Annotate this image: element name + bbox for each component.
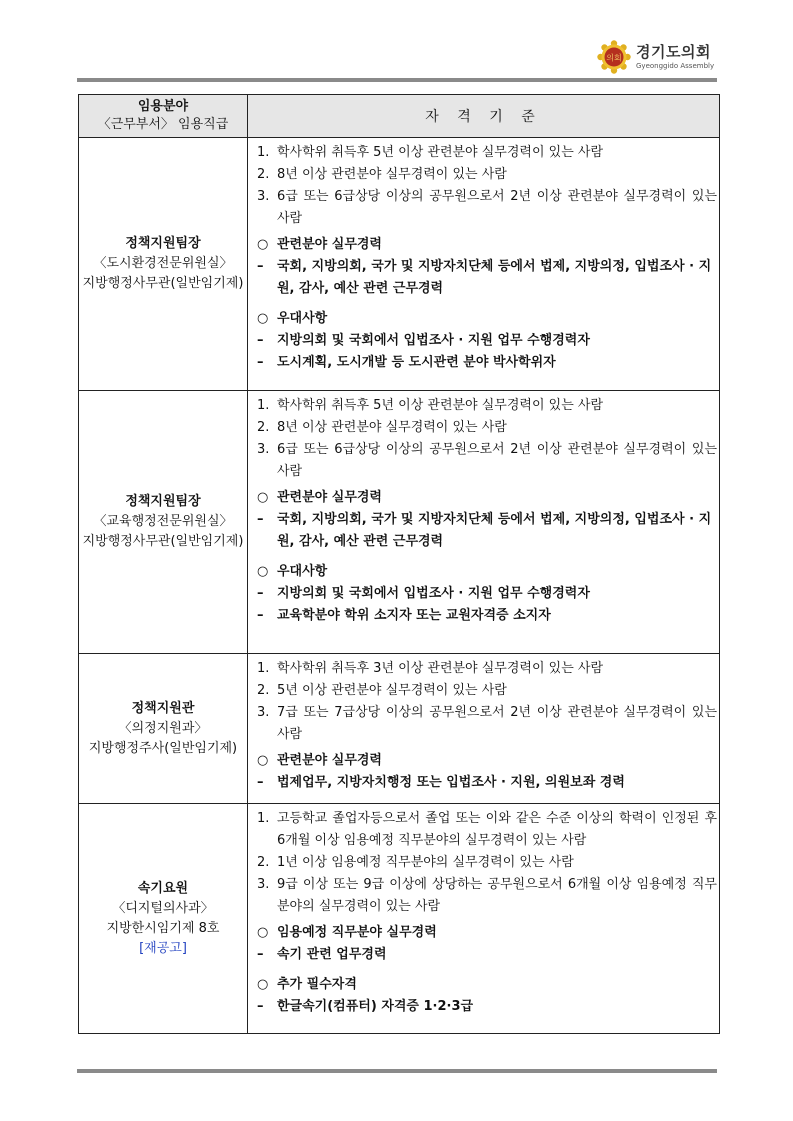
role-cell (79, 138, 248, 391)
brand-english: Gyeonggido Assembly (636, 62, 715, 70)
requirement-number: 2. (257, 420, 270, 435)
dash-bullet-icon: – (257, 259, 264, 274)
criteria-detail-item (257, 605, 717, 627)
dash-bullet-icon: – (257, 586, 264, 601)
requirement-text: 고등학교 졸업자등으로서 졸업 또는 이와 같은 수준 이상의 학력이 인정된 후 6개월 이상 임용예정 직무분야의 실무경력이 있는 사람 (277, 811, 717, 848)
section-title: 우대사항 (277, 311, 328, 326)
requirement-item (257, 874, 717, 918)
requirement-text: 학사학위 취득후 3년 이상 관련분야 실무경력이 있는 사람 (277, 661, 604, 676)
brand-korean: 경기도의회 (636, 43, 711, 61)
requirement-text: 학사학위 취득후 5년 이상 관련분야 실무경력이 있는 사람 (277, 145, 604, 160)
criteria-detail-item (257, 944, 717, 966)
role-department: 〈디지털의사과〉 (112, 900, 214, 916)
circle-bullet-icon: ○ (257, 925, 269, 940)
criteria-detail-item (257, 256, 717, 300)
requirement-item (257, 164, 717, 186)
detail-text: 도시계획, 도시개발 등 도시관련 분야 박사학위자 (277, 355, 556, 370)
role-grade: 지방행정사무관(일반임기제) (82, 534, 244, 549)
header-rule (77, 78, 717, 82)
section-spacer (257, 300, 717, 304)
role-grade: 지방행정사무관(일반임기제) (82, 276, 244, 291)
requirement-number: 3. (257, 877, 270, 892)
dash-bullet-icon: – (257, 947, 264, 962)
requirement-number: 2. (257, 167, 270, 182)
role-department: 〈의정지원과〉 (118, 720, 208, 736)
detail-text: 교육학분야 학위 소지자 또는 교원자격증 소지자 (277, 608, 551, 623)
criteria-detail-item (257, 509, 717, 553)
dash-bullet-icon: – (257, 999, 264, 1014)
table-row (79, 654, 720, 804)
role-grade: 지방행정주사(일반임기제) (88, 740, 238, 756)
requirement-item (257, 658, 717, 680)
section-spacer (257, 966, 717, 970)
section-title: 관련분야 실무경력 (277, 237, 382, 252)
requirement-item (257, 808, 717, 852)
dash-bullet-icon: – (257, 512, 264, 527)
assembly-emblem-icon (597, 40, 631, 74)
column-header-field (79, 95, 248, 138)
dash-bullet-icon: – (257, 608, 264, 623)
requirement-text: 5년 이상 관련분야 실무경력이 있는 사람 (277, 683, 507, 698)
role-name: 정책지원팀장 (125, 494, 201, 509)
circle-bullet-icon: ○ (257, 311, 269, 326)
section-title: 추가 필수자격 (277, 977, 357, 992)
requirement-item (257, 702, 717, 746)
requirement-number: 3. (257, 189, 270, 204)
criteria-detail-item (257, 330, 717, 352)
requirement-item (257, 186, 717, 230)
requirement-text: 7급 또는 7급상당 이상의 공무원으로서 2년 이상 관련분야 실무경력이 있는 사람 (277, 705, 717, 742)
column-header-field-title: 임용분야 (137, 99, 189, 114)
criteria-cell (248, 138, 720, 391)
dash-bullet-icon: – (257, 333, 264, 348)
emblem-text: 의회 (606, 53, 622, 63)
requirement-item (257, 142, 717, 164)
requirement-text: 9급 이상 또는 9급 이상에 상당하는 공무원으로서 6개월 이상 임용예정 직무분야의 실무경력이 있는 사람 (277, 877, 717, 914)
requirement-number: 1. (257, 811, 270, 826)
detail-text: 지방의회 및 국회에서 입법조사 · 지원 업무 수행경력자 (277, 333, 590, 348)
criteria-section-heading (257, 561, 717, 583)
qualification-table (78, 94, 720, 1034)
table-header-row (79, 95, 720, 138)
criteria-cell (248, 391, 720, 654)
role-name: 속기요원 (137, 880, 189, 896)
requirement-text: 6급 또는 6급상당 이상의 공무원으로서 2년 이상 관련분야 실무경력이 있는 사람 (277, 189, 717, 226)
requirement-number: 1. (257, 398, 270, 413)
detail-text: 지방의회 및 국회에서 입법조사 · 지원 업무 수행경력자 (277, 586, 590, 601)
requirement-item (257, 439, 717, 483)
role-department: 〈교육행정전문위원실〉 (93, 514, 233, 529)
table-row (79, 138, 720, 391)
footer-rule (77, 1069, 717, 1073)
requirement-item (257, 395, 717, 417)
detail-text: 법제업무, 지방자치행정 또는 입법조사 · 지원, 의원보좌 경력 (277, 775, 625, 790)
criteria-section-heading (257, 750, 717, 772)
circle-bullet-icon: ○ (257, 490, 269, 505)
detail-text: 국회, 지방의회, 국가 및 지방자치단체 등에서 법제, 지방의정, 입법조사 · 지원, 감사, 예산 관련 근무경력 (277, 512, 712, 549)
criteria-section-heading (257, 974, 717, 996)
dash-bullet-icon: – (257, 775, 264, 790)
circle-bullet-icon: ○ (257, 977, 269, 992)
requirement-number: 1. (257, 661, 270, 676)
brand (636, 44, 714, 71)
requirement-text: 6급 또는 6급상당 이상의 공무원으로서 2년 이상 관련분야 실무경력이 있는 사람 (277, 442, 717, 479)
circle-bullet-icon: ○ (257, 564, 269, 579)
criteria-detail-item (257, 772, 717, 794)
criteria-section-heading (257, 922, 717, 944)
requirement-number: 3. (257, 705, 270, 720)
column-header-criteria: 자 격 기 준 (248, 95, 720, 138)
requirement-text: 8년 이상 관련분야 실무경력이 있는 사람 (277, 420, 507, 435)
requirement-text: 1년 이상 임용예정 직무분야의 실무경력이 있는 사람 (277, 855, 574, 870)
requirement-item (257, 852, 717, 874)
criteria-detail-item (257, 352, 717, 374)
dash-bullet-icon: – (257, 355, 264, 370)
requirement-number: 2. (257, 855, 270, 870)
criteria-cell (248, 804, 720, 1034)
role-note: [재공고] (139, 940, 187, 956)
requirement-number: 3. (257, 442, 270, 457)
section-title: 우대사항 (277, 564, 328, 579)
criteria-section-heading (257, 308, 717, 330)
criteria-detail-item (257, 583, 717, 605)
role-cell (79, 391, 248, 654)
detail-text: 국회, 지방의회, 국가 및 지방자치단체 등에서 법제, 지방의정, 입법조사 · 지원, 감사, 예산 관련 근무경력 (277, 259, 712, 296)
section-title: 관련분야 실무경력 (277, 490, 382, 505)
column-header-field-sub: 〈근무부서〉 임용직급 (97, 117, 229, 132)
table-row (79, 804, 720, 1034)
role-cell (79, 804, 248, 1034)
role-cell (79, 654, 248, 804)
criteria-section-heading (257, 487, 717, 509)
criteria-cell (248, 654, 720, 804)
section-title: 임용예정 직무분야 실무경력 (277, 925, 437, 940)
requirement-number: 2. (257, 683, 270, 698)
requirement-item (257, 417, 717, 439)
role-name: 정책지원관 (131, 700, 195, 716)
table-row (79, 391, 720, 654)
section-spacer (257, 553, 717, 557)
role-name: 정책지원팀장 (125, 236, 201, 251)
requirement-text: 학사학위 취득후 5년 이상 관련분야 실무경력이 있는 사람 (277, 398, 604, 413)
page-header (0, 0, 793, 82)
requirement-text: 8년 이상 관련분야 실무경력이 있는 사람 (277, 167, 507, 182)
circle-bullet-icon: ○ (257, 237, 269, 252)
criteria-detail-item (257, 996, 717, 1018)
criteria-section-heading (257, 234, 717, 256)
section-title: 관련분야 실무경력 (277, 753, 382, 768)
role-department: 〈도시환경전문위원실〉 (93, 256, 233, 271)
detail-text: 속기 관련 업무경력 (277, 947, 387, 962)
requirement-item (257, 680, 717, 702)
requirement-number: 1. (257, 145, 270, 160)
detail-text: 한글속기(컴퓨터) 자격증 1·2·3급 (277, 999, 474, 1014)
circle-bullet-icon: ○ (257, 753, 269, 768)
role-grade: 지방한시임기제 8호 (106, 920, 220, 936)
